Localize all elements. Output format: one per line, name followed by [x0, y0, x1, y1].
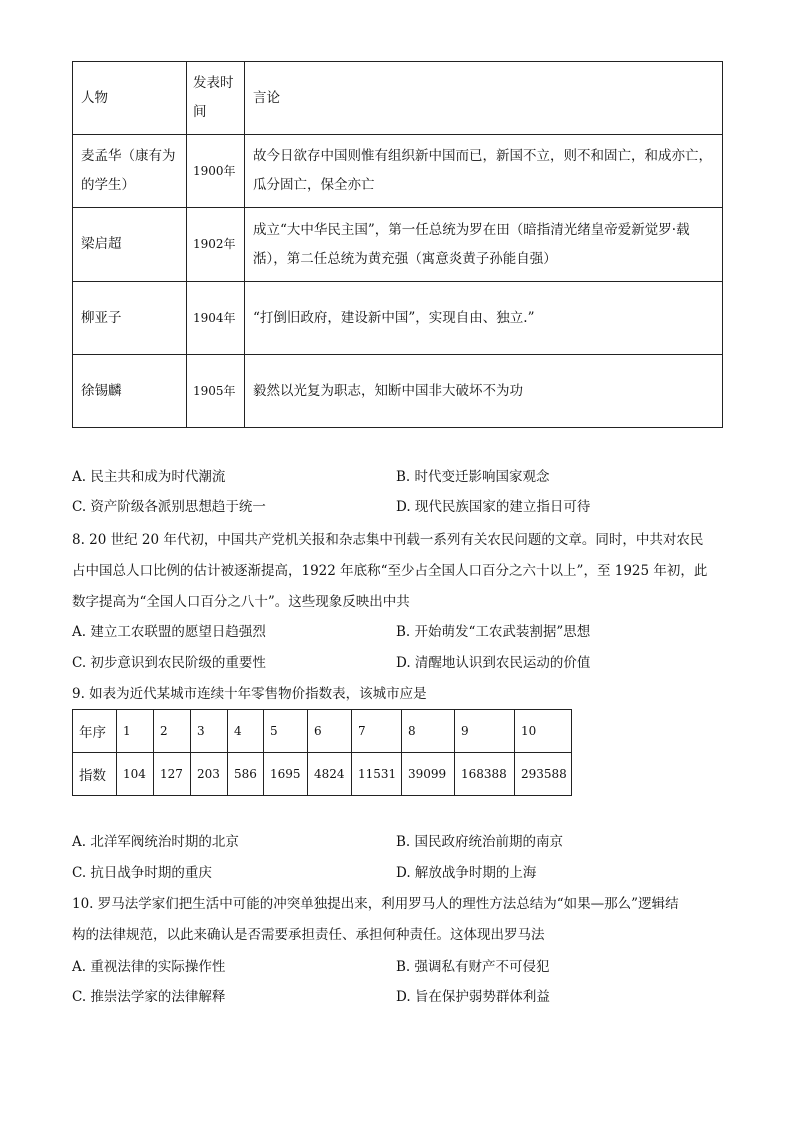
year-cell: 3: [191, 710, 228, 753]
index-cell: 203: [191, 753, 228, 796]
q8-option-a: A. 建立工农联盟的愿望日趋强烈: [72, 624, 266, 640]
q7-option-a: A. 民主共和成为时代潮流: [72, 469, 226, 485]
cell-speech: 毅然以光复为职志，知断中国非大破坏不为功: [245, 355, 723, 428]
q9-option-d: D. 解放战争时期的上海: [396, 865, 537, 881]
year-cell: 6: [308, 710, 352, 753]
index-cell: 39099: [402, 753, 455, 796]
year-cell: 7: [352, 710, 402, 753]
cell-year: 1904年: [187, 282, 245, 355]
q8-stem-line1: 8. 20 世纪 20 年代初，中国共产党机关报和杂志集中刊载一系列有关农民问题的文章。同时，中共对农民: [72, 532, 704, 548]
cell-person: 梁启超: [73, 208, 187, 282]
year-cell: 9: [455, 710, 515, 753]
table-row: [73, 282, 723, 355]
cell-person: 徐锡麟: [73, 355, 187, 428]
q10-stem-line2: 构的法律规范，以此来确认是否需要承担责任、承担何种责任。这体现出罗马法: [72, 927, 545, 943]
quote-table: [72, 61, 723, 428]
cell-year: 1902年: [187, 208, 245, 282]
q8-stem-line3: 数字提高为“全国人口百分之八十”。这些现象反映出中共: [72, 594, 410, 610]
index-row: [73, 753, 572, 796]
index-cell: 127: [154, 753, 191, 796]
q7-option-c: C. 资产阶级各派别思想趋于统一: [72, 499, 266, 515]
q9-option-a: A. 北洋军阀统治时期的北京: [72, 834, 239, 850]
cell-person: 麦孟华（康有为的学生）: [73, 135, 187, 208]
row-label-year: 年序: [73, 710, 117, 753]
header-year: 发表时间: [187, 62, 245, 135]
index-cell: 4824: [308, 753, 352, 796]
cell-speech: 成立“大中华民主国”，第一任总统为罗在田（暗指清光绪皇帝爱新觉罗·载湉），第二任总统为黄充强（寓意炎黄子孙能自强）: [245, 208, 723, 282]
q10-option-c: C. 推崇法学家的法律解释: [72, 989, 226, 1005]
cell-speech: “打倒旧政府，建设新中国”，实现自由、独立.”: [245, 282, 723, 355]
q8-stem-line2: 占中国总人口比例的估计被逐渐提高，1922 年底称“至少占全国人口百分之六十以上”，至 1925 年初，此: [72, 563, 708, 579]
cell-person: 柳亚子: [73, 282, 187, 355]
table-row: [73, 208, 723, 282]
row-label-index: 指数: [73, 753, 117, 796]
q9-stem: 9. 如表为近代某城市连续十年零售物价指数表，该城市应是: [72, 686, 427, 702]
header-speech: 言论: [245, 62, 723, 135]
index-cell: 586: [228, 753, 264, 796]
q7-option-b: B. 时代变迁影响国家观念: [396, 469, 550, 485]
index-cell: 293588: [515, 753, 572, 796]
q9-option-c: C. 抗日战争时期的重庆: [72, 865, 212, 881]
year-cell: 5: [264, 710, 308, 753]
table-row: [73, 135, 723, 208]
year-cell: 8: [402, 710, 455, 753]
header-person: 人物: [73, 62, 187, 135]
cell-year: 1905年: [187, 355, 245, 428]
q8-option-b: B. 开始萌发“工农武装割据”思想: [396, 624, 591, 640]
year-cell: 1: [117, 710, 154, 753]
year-cell: 4: [228, 710, 264, 753]
index-cell: 11531: [352, 753, 402, 796]
year-cell: 2: [154, 710, 191, 753]
price-index-table: [72, 709, 572, 796]
table-row: [73, 355, 723, 428]
q8-option-d: D. 清醒地认识到农民运动的价值: [396, 655, 591, 671]
index-cell: 1695: [264, 753, 308, 796]
q10-option-b: B. 强调私有财产不可侵犯: [396, 959, 550, 975]
q9-option-b: B. 国民政府统治前期的南京: [396, 834, 564, 850]
cell-speech: 故今日欲存中国则惟有组织新中国而已，新国不立，则不和固亡，和成亦亡，瓜分固亡，保全亦亡: [245, 135, 723, 208]
q10-stem-line1: 10. 罗马法学家们把生活中可能的冲突单独提出来，利用罗马人的理性方法总结为“如果—那么”逻辑结: [72, 896, 679, 912]
cell-year: 1900年: [187, 135, 245, 208]
q10-option-a: A. 重视法律的实际操作性: [72, 959, 226, 975]
q10-option-d: D. 旨在保护弱势群体利益: [396, 989, 550, 1005]
index-cell: 104: [117, 753, 154, 796]
index-cell: 168388: [455, 753, 515, 796]
table-header-row: [73, 62, 723, 135]
q7-option-d: D. 现代民族国家的建立指日可待: [396, 499, 591, 515]
year-cell: 10: [515, 710, 572, 753]
year-row: [73, 710, 572, 753]
q8-option-c: C. 初步意识到农民阶级的重要性: [72, 655, 266, 671]
